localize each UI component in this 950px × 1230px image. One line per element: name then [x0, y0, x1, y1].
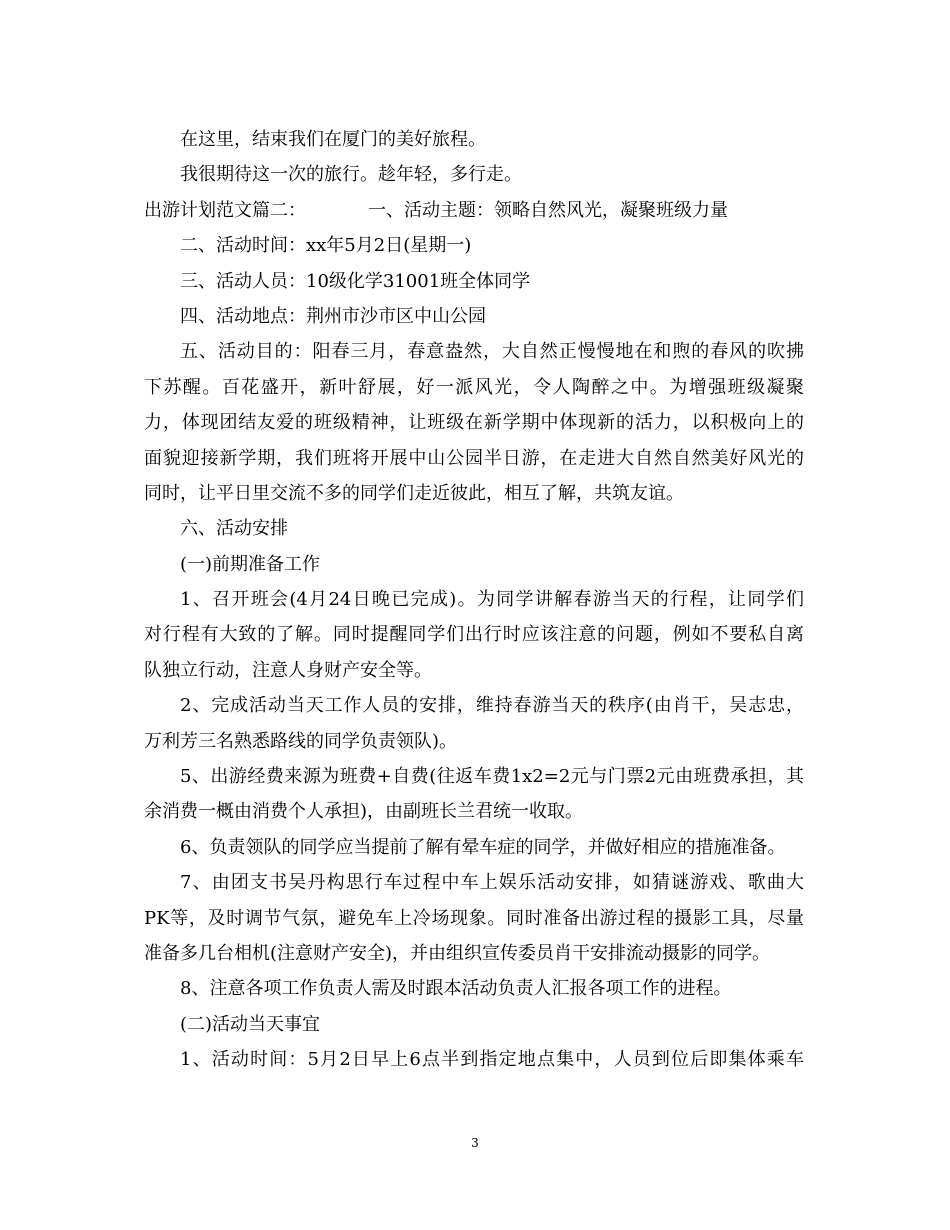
paragraph-line: (一)前期准备工作	[180, 553, 321, 575]
paragraph-line: 余消费一概由消费个人承担)，由副班长兰君统一收取。	[144, 801, 584, 823]
section-heading-line	[144, 193, 804, 228]
body-text	[144, 122, 804, 1078]
paragraph-line: 面貌迎接新学期，我们班将开展中山公园半日游，在走进大自然自然美好风光的	[144, 447, 804, 469]
paragraph-line: 7、由团支书吴丹构思行车过程中车上娱乐活动安排，如猜谜游戏、歌曲大	[180, 872, 804, 894]
paragraph-line: 下苏醒。百花盛开，新叶舒展，好一派风光，令人陶醉之中。为增强班级凝聚	[144, 376, 804, 398]
paragraph-line: 6、负责领队的同学应当提前了解有晕车症的同学，并做好相应的措施准备。	[180, 836, 786, 858]
paragraph-line: 六、活动安排	[180, 518, 288, 540]
paragraph-line: 三、活动人员：10级化学31001班全体同学	[180, 270, 531, 292]
paragraph-line: 8、注意各项工作负责人需及时跟本活动负责人汇报各项工作的进程。	[180, 978, 732, 1000]
paragraph-line: PK等，及时调节气氛，避免车上冷场现象。同时准备出游过程的摄影工具，尽量	[144, 907, 804, 929]
paragraph-line: 我很期待这一次的旅行。趁年轻，多行走。	[180, 164, 522, 186]
paragraph-line: 5、出游经费来源为班费+自费(往返车费1x2=2元与门票2元由班费承担，其	[180, 766, 804, 788]
paragraph-line: 同时，让平日里交流不多的同学们走近彼此，相互了解，共筑友谊。	[144, 482, 684, 504]
paragraph-line: 1、活动时间：5月2日早上6点半到指定地点集中，人员到位后即集体乘车	[180, 1049, 804, 1071]
paragraph-line: 力，体现团结友爱的班级精神，让班级在新学期中体现新的活力，以积极向上的	[144, 412, 804, 434]
paragraph-line: 二、活动时间：xx年5月2日(星期一)	[180, 235, 472, 257]
paragraph-line: 1、召开班会(4月24日晚已完成)。为同学讲解春游当天的行程，让同学们	[180, 589, 804, 611]
paragraph-line: 万利芳三名熟悉路线的同学负责领队)。	[144, 730, 458, 752]
page-number: 3	[471, 1136, 479, 1150]
paragraph-line: 队独立行动，注意人身财产安全等。	[144, 659, 432, 681]
activity-theme: 一、活动主题：领略自然风光，凝聚班级力量	[368, 199, 728, 221]
paragraph-line: (二)活动当天事宜	[180, 1013, 321, 1035]
section-heading: 出游计划范文篇二：	[144, 199, 306, 221]
paragraph-line: 在这里，结束我们在厦门的美好旅程。	[180, 129, 486, 150]
paragraph-line: 五、活动目的：阳春三月，春意盎然，大自然正慢慢地在和煦的春风的吹拂	[180, 341, 804, 363]
paragraph-line: 准备多几台相机(注意财产安全)，并由组织宣传委员肖干安排流动摄影的同学。	[144, 942, 771, 964]
paragraph-line: 对行程有大致的了解。同时提醒同学们出行时应该注意的问题，例如不要私自离	[144, 624, 804, 646]
paragraph-line: 2、完成活动当天工作人员的安排，维持春游当天的秩序(由肖干，吴志忠，	[180, 695, 804, 717]
paragraph-line: 四、活动地点：荆州市沙市区中山公园	[180, 305, 486, 327]
